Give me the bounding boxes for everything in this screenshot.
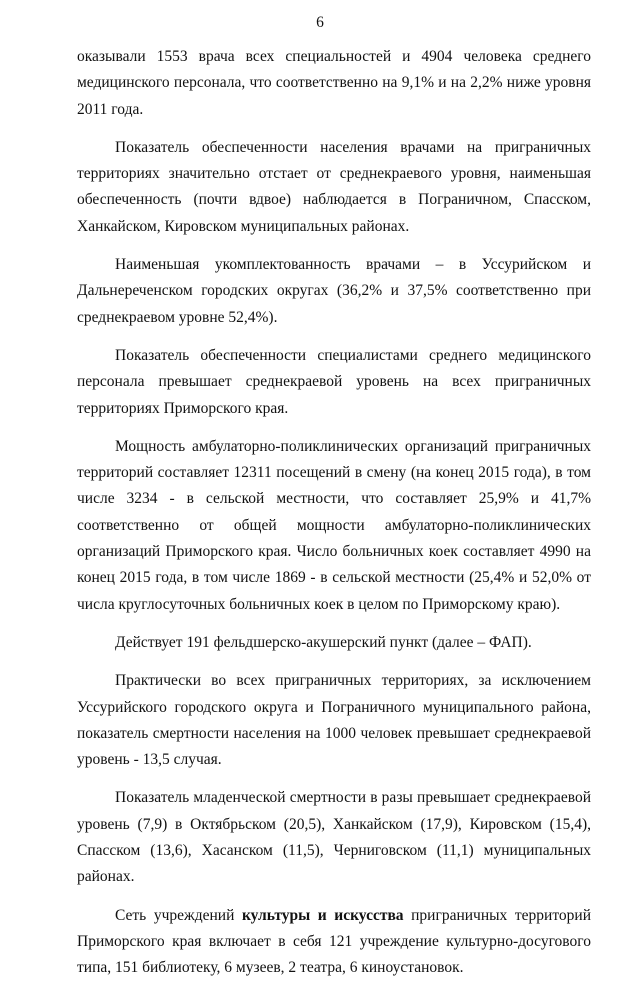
paragraph-mortality: Практически во всех приграничных территориях, за исключением Уссурийского городского округа и Пограничного муниципального района, показатель смертности населения на 1000 человек превышает среднекраевой уровень - 13,5 случая. [77,672,591,769]
culture-bold-term: культуры и искусства [241,906,404,924]
culture-text-after: приграничных территорий Приморского края включает в себя 121 учреждение культурно-досугового типа, 151 библиотеку, 6 музеев, 2 театра, 6 киноустановок. [77,906,591,977]
paragraph-fap: Действует 191 фельдшерско-акушерский пункт (далее – ФАП). [115,633,532,651]
paragraph-staffing-level: Наименьшая укомплектованность врачами – в Уссурийском и Дальнереченском городских округах (36,2% и 37,5% соответственно при среднекраевом уровне 52,4%). [77,256,591,326]
paragraph-outpatient-capacity: Мощность амбулаторно-поликлинических организаций приграничных территорий составляет 12311 посещений в смену (на конец 2015 года), в том числе 3234 - в сельской местности, что составляет 25,9% и 41,7% соответственно от общей мощности амбулаторно-поликлинических организаций Приморского края. Число больничных коек составляет 4990 на конец 2015 года, в том числе 1869 - в сельской местности (25,4% и 52,0% от числа круглосуточных больничных коек в целом по Приморскому краю). [77,437,591,613]
paragraph-nursing-staff: Показатель обеспеченности специалистами среднего медицинского персонала превышает среднекраевой уровень на всех приграничных территориях Приморского края. [77,346,591,417]
paragraph-physicians-count: оказывали 1553 врача всех специальностей и 4904 человека среднего медицинского персонала, что соответственно на 9,1% и на 2,2% ниже уровня 2011 года. [77,48,591,118]
culture-text-before: Сеть учреждений [115,906,242,924]
paragraph-infant-mortality: Показатель младенческой смертности в разы превышает среднекраевой уровень (7,9) в Октябрьском (20,5), Ханкайском (17,9), Кировском (15,4), Спасском (13,6), Хасанском (11,5), Черниговском (11,1) муниципальных районах. [77,789,591,886]
page-number: 6 [316,14,324,31]
paragraph-physician-provision: Показатель обеспеченности населения врачами на приграничных территориях значительно отстает от среднекраевого уровня, наименьшая обеспеченность (почти вдвое) наблюдается в Пограничном, Спасском, Ханкайском, Кировском муниципальных районах. [77,138,591,235]
document-body [77,44,591,994]
paragraph-culture [77,903,591,982]
